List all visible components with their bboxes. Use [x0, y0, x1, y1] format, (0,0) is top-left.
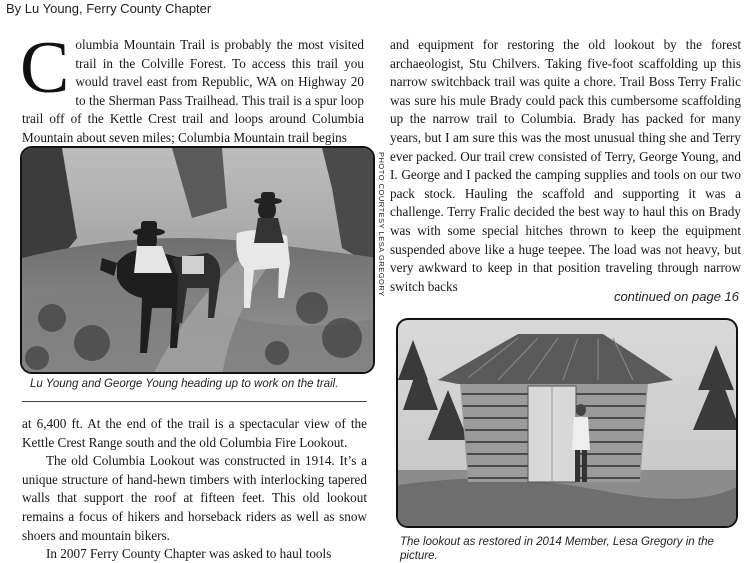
article-column-left-bottom: [22, 415, 367, 563]
paragraph: In 2007 Ferry County Chapter was asked to haul tools: [46, 546, 332, 562]
photo-lookout: [396, 318, 738, 528]
paragraph: and equipment for restoring the old lookout by the forest archaeologist, Stu Chilvers. Taking five-foot scaffolding up this narrow switchback trail was quite a chore. Trail Boss Terry Fralic was sure his mule Brady could pack this cumbersome scaffolding up the narrow trail to Columbia. Brady has packed for many years, but I am sure this was the most unusual thing she and Terry ever packed. Our trail crew consisted of Terry, George Young, and I. George and I packed the camping supplies and tools on our two pack stock. Hauling the scaffold and supporting it was a challenge. Terry Fralic decided the best way to haul this on Brady was with some special hitches thrown to keep the equipment suspended above like a huge teepee. The load was not heavy, but very awkward to keep in that position traveling through narrow switch backs: [390, 37, 741, 294]
article-column-right: [390, 36, 741, 296]
article-column-left-top: [20, 27, 364, 148]
caption-lookout-photo: The lookout as restored in 2014 Member, Lesa Gregory in the picture.: [400, 536, 714, 562]
article-opening-text: olumbia Mountain Trail is probably the most visited trail in the Colville Forest. To access this trail you would travel east from Republic, WA on Highway 20 to the Sherman Pass Trailhead. This trail is a spur loop trail off of the Kettle Crest trail and loops around Columbia Mountain about seven miles; Columbia Mountain trail begins: [22, 37, 364, 145]
paragraph: at 6,400 ft. At the end of the trail is a spectacular view of the Kettle Crest Range south and the old Columbia Fire Lookout.: [22, 416, 367, 450]
paragraph: The old Columbia Lookout was constructed in 1914. It’s a unique structure of hand-hewn timbers with interlocking tapered walls that support the roof at fifteen feet. This old lookout remains a focus of hikers and horseback riders as well as snow shoers and mountain bikers.: [22, 453, 367, 543]
trail-riders-image: [22, 148, 375, 374]
lookout-cabin-image: [398, 320, 738, 528]
section-divider: [22, 401, 367, 402]
photo-trail-riders: [20, 146, 375, 374]
photo-credit: PHOTO COURTESY LESA GREGORY: [377, 152, 386, 297]
drop-cap: C: [20, 27, 70, 109]
continued-note: continued on page 16: [613, 289, 739, 304]
byline: By Lu Young, Ferry County Chapter: [6, 1, 212, 16]
caption-trail-photo: Lu Young and George Young heading up to work on the trail.: [30, 378, 339, 390]
